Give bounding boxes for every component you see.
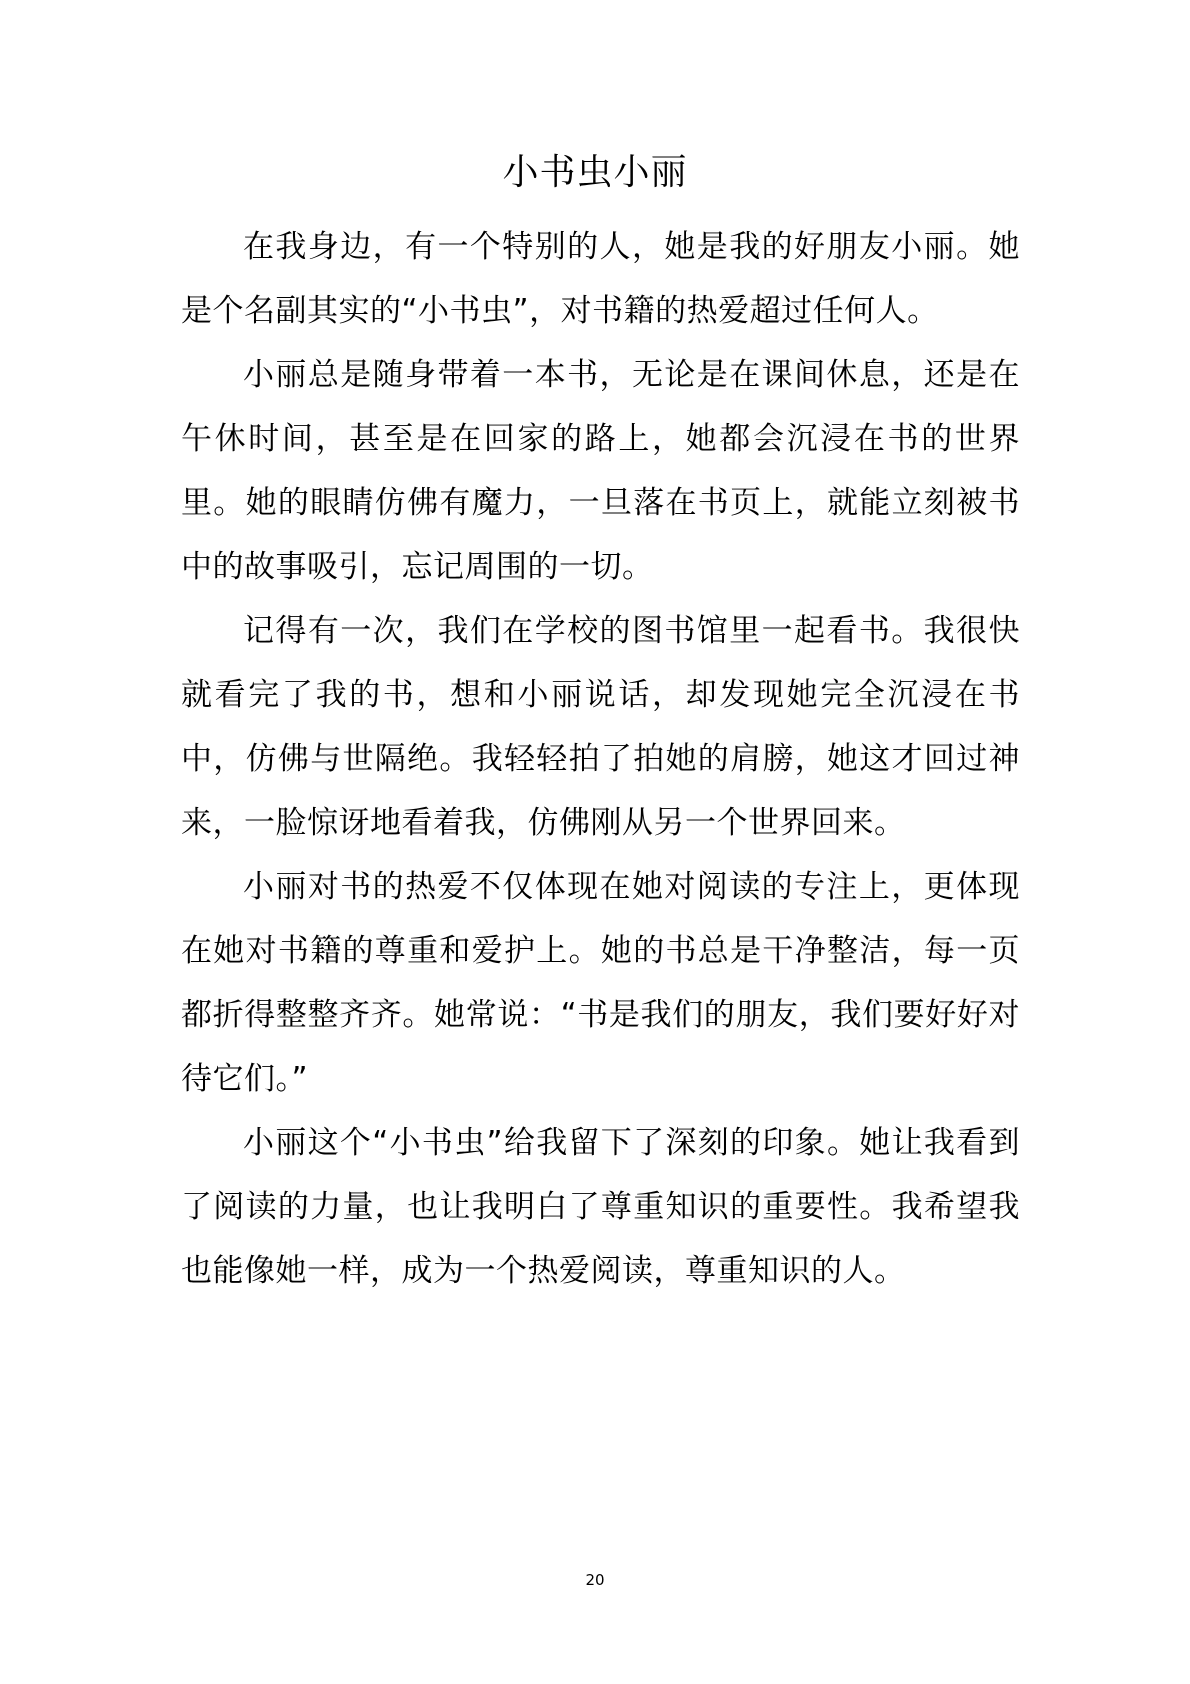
page-number: 20 bbox=[585, 1571, 605, 1589]
article-body bbox=[181, 215, 1020, 1303]
paragraph-2: 小丽总是随身带着一本书，无论是在课间休息，还是在午休时间，甚至是在回家的路上，她都会沉浸在书的世界里。她的眼睛仿佛有魔力，一旦落在书页上，就能立刻被书中的故事吸引，忘记周围的一切。 bbox=[181, 357, 1020, 585]
paragraph-4: 小丽对书的热爱不仅体现在她对阅读的专注上，更体现在她对书籍的尊重和爱护上。她的书总是干净整洁，每一页都折得整整齐齐。她常说：“书是我们的朋友，我们要好好对待它们。” bbox=[181, 869, 1020, 1097]
paragraph-5: 小丽这个“小书虫”给我留下了深刻的印象。她让我看到了阅读的力量，也让我明白了尊重知识的重要性。我希望我也能像她一样，成为一个热爱阅读，尊重知识的人。 bbox=[181, 1125, 1020, 1289]
paragraph-1: 在我身边，有一个特别的人，她是我的好朋友小丽。她是个名副其实的“小书虫”，对书籍的热爱超过任何人。 bbox=[181, 229, 1020, 329]
page-title: 小书虫小丽 bbox=[502, 152, 688, 193]
paragraph-3: 记得有一次，我们在学校的图书馆里一起看书。我很快就看完了我的书，想和小丽说话，却发现她完全沉浸在书中，仿佛与世隔绝。我轻轻拍了拍她的肩膀，她这才回过神来，一脸惊讶地看着我，仿佛刚从另一个世界回来。 bbox=[181, 613, 1020, 841]
